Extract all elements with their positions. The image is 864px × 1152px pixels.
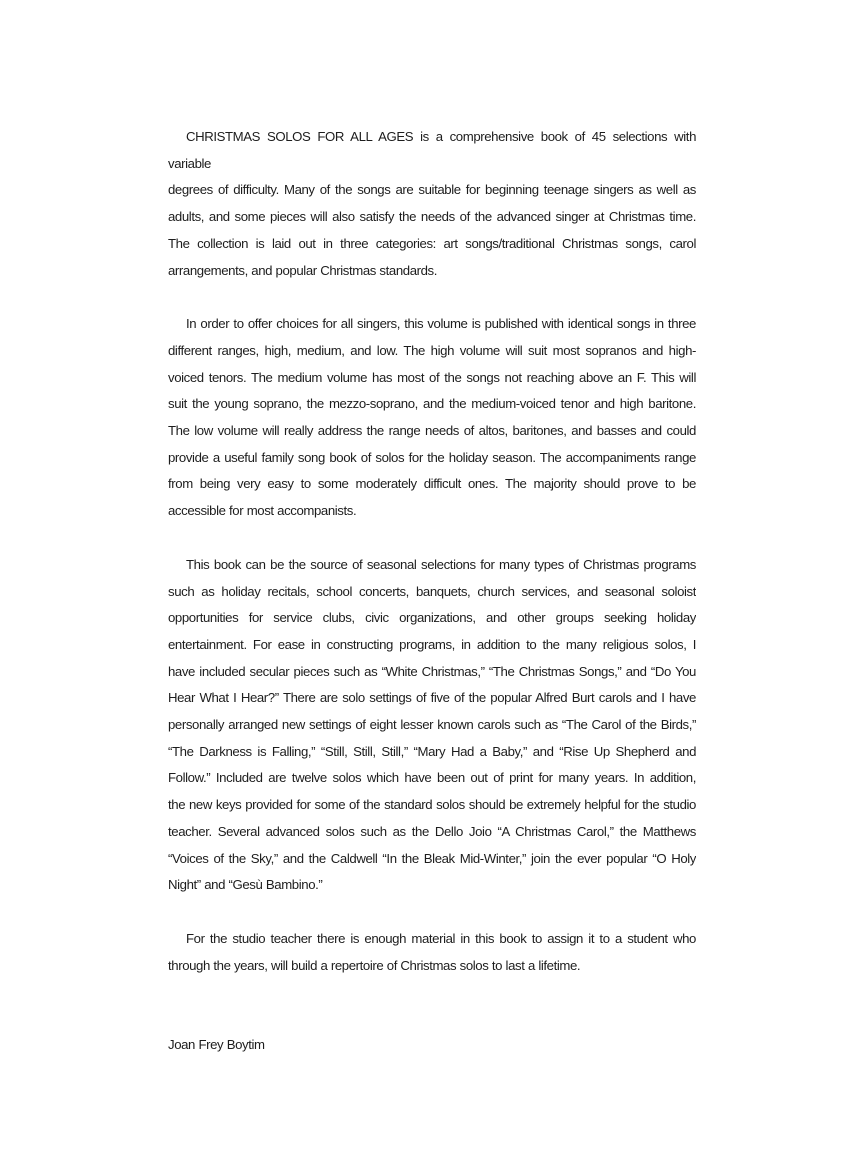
text-line: personally arranged new settings of eight lesser known carols such as “The Carol of the Birds,” [168, 717, 696, 733]
text-line: Night” and “Gesù Bambino.” [168, 877, 323, 893]
text-line: In order to offer choices for all singers, this volume is published with identical songs in three [186, 316, 696, 332]
text-line: CHRISTMAS SOLOS FOR ALL AGES is a comprehensive book of 45 selections with variable [168, 129, 696, 171]
text-line: entertainment. For ease in constructing programs, in addition to the many religious solos, I [168, 636, 696, 652]
paragraph-1 [168, 124, 696, 284]
text-line: arrangements, and popular Christmas standards. [168, 262, 438, 278]
text-line: the new keys provided for some of the standard solos should be extremely helpful for the studio [168, 797, 696, 813]
text-line: have included secular pieces such as “White Christmas,” “The Christmas Songs,” and “Do You [168, 663, 696, 679]
text-line: different ranges, high, medium, and low. The high volume will suit most sopranos and high- [168, 342, 696, 358]
text-line: provide a useful family song book of solos for the holiday season. The accompaniments range [168, 449, 696, 465]
text-line: For the studio teacher there is enough material in this book to assign it to a student who [186, 930, 696, 946]
text-line: This book can be the source of seasonal selections for many types of Christmas programs [186, 556, 696, 572]
text-line: The low volume will really address the range needs of altos, baritones, and basses and could [168, 423, 696, 439]
author-signature: Joan Frey Boytim [168, 1037, 265, 1053]
text-line: teacher. Several advanced solos such as the Dello Joio “A Christmas Carol,” the Matthews [168, 823, 696, 839]
text-line: degrees of difficulty. Many of the songs are suitable for beginning teenage singers as well as [168, 182, 696, 198]
paragraph-3 [168, 552, 696, 899]
text-line: Hear What I Hear?” There are solo settings of five of the popular Alfred Burt carols and I have [168, 690, 696, 706]
text-line: suit the young soprano, the mezzo-soprano, and the medium-voiced tenor and high baritone. [168, 396, 696, 412]
text-line: such as holiday recitals, school concerts, banquets, church services, and seasonal soloist [168, 583, 696, 599]
text-line: Follow.” Included are twelve solos which have been out of print for many years. In addition, [168, 770, 696, 786]
text-line: voiced tenors. The medium volume has most of the songs not reaching above an F. This will [168, 369, 696, 385]
text-line: “The Darkness is Falling,” “Still, Still, Still,” “Mary Had a Baby,” and “Rise Up Shepherd and [168, 743, 696, 759]
text-line: from being very easy to some moderately difficult ones. The majority should prove to be [168, 476, 696, 492]
text-line: accessible for most accompanists. [168, 503, 357, 519]
preface-text [168, 124, 696, 1059]
paragraph-2 [168, 311, 696, 525]
text-line: The collection is laid out in three categories: art songs/traditional Christmas songs, carol [168, 235, 696, 251]
text-line: “Voices of the Sky,” and the Caldwell “In the Bleak Mid-Winter,” join the ever popular “O Holy [168, 850, 696, 866]
paragraph-4 [168, 926, 696, 979]
text-line: through the years, will build a repertoire of Christmas solos to last a lifetime. [168, 957, 581, 973]
text-line: adults, and some pieces will also satisfy the needs of the advanced singer at Christmas time. [168, 209, 696, 225]
text-line: opportunities for service clubs, civic organizations, and other groups seeking holiday [168, 610, 696, 626]
